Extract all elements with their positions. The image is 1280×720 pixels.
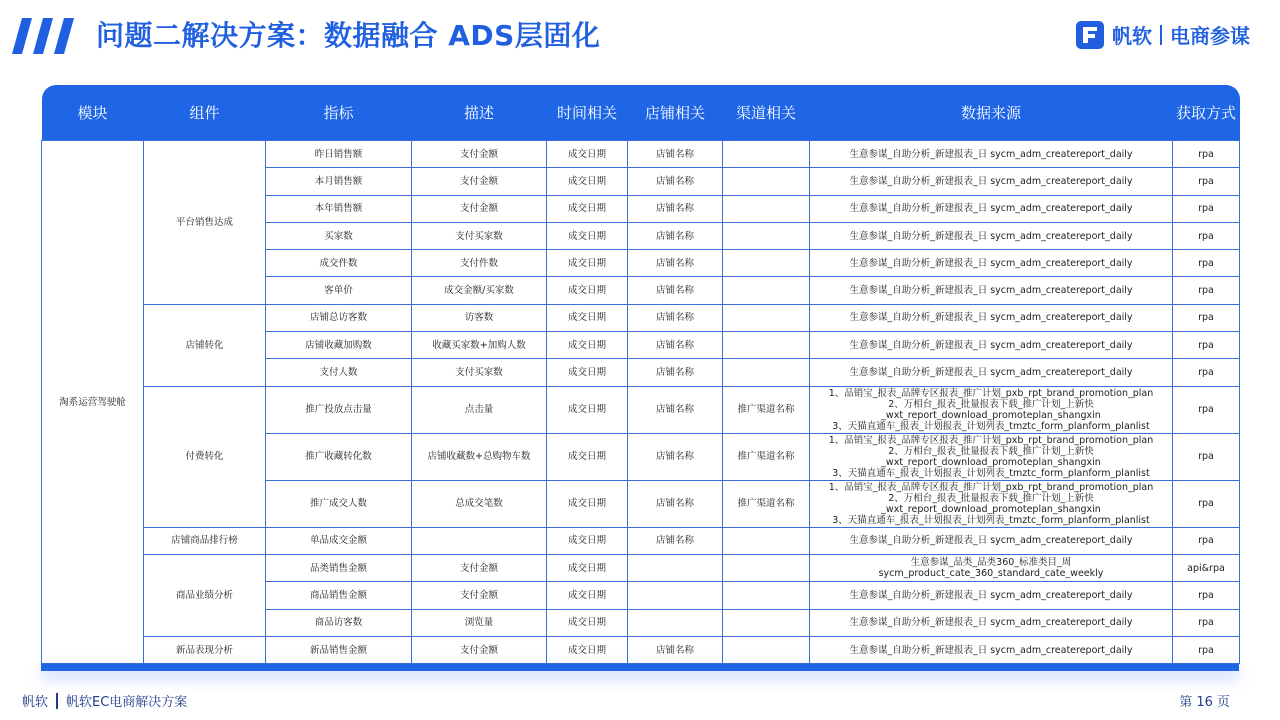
channel-cell: 推广渠道名称 <box>723 433 810 480</box>
method-cell: rpa <box>1173 386 1240 433</box>
source-cell: 生意参谋_自助分析_新建报表_日 sycm_adm_createreport_daily <box>810 250 1173 277</box>
source-cell: 生意参谋_品类_品类360_标准类目_周 sycm_product_cate_360_standard_cate_weekly <box>810 554 1173 581</box>
table-row <box>42 636 1240 663</box>
col-header-shop: 店铺相关 <box>628 85 723 141</box>
table-row <box>42 141 1240 168</box>
component-cell: 付费转化 <box>144 386 266 527</box>
source-cell: 生意参谋_自助分析_新建报表_日 sycm_adm_createreport_daily <box>810 168 1173 195</box>
metric-cell: 单品成交金额 <box>266 527 412 554</box>
shop-cell: 店铺名称 <box>628 277 723 304</box>
time-cell: 成交日期 <box>547 609 628 636</box>
shop-cell: 店铺名称 <box>628 386 723 433</box>
description-cell: 访客数 <box>412 304 547 331</box>
time-cell: 成交日期 <box>547 195 628 222</box>
col-header-channel: 渠道相关 <box>723 85 810 141</box>
component-cell: 新品表现分析 <box>144 636 266 663</box>
channel-cell <box>723 168 810 195</box>
component-cell: 平台销售达成 <box>144 141 266 305</box>
channel-cell <box>723 554 810 581</box>
data-table-container <box>41 85 1239 664</box>
method-cell: rpa <box>1173 332 1240 359</box>
description-cell: 支付金额 <box>412 582 547 609</box>
slash-logo-icon <box>12 18 74 54</box>
shop-cell: 店铺名称 <box>628 527 723 554</box>
description-cell: 支付金额 <box>412 141 547 168</box>
time-cell: 成交日期 <box>547 359 628 386</box>
channel-cell <box>723 250 810 277</box>
channel-cell <box>723 359 810 386</box>
source-cell: 生意参谋_自助分析_新建报表_日 sycm_adm_createreport_daily <box>810 277 1173 304</box>
brand-sub: 电商参谋 <box>1170 24 1250 48</box>
component-cell: 商品业绩分析 <box>144 554 266 636</box>
fanruan-logo-icon <box>1076 21 1104 49</box>
shop-cell: 店铺名称 <box>628 433 723 480</box>
description-cell <box>412 527 547 554</box>
channel-cell <box>723 141 810 168</box>
metric-cell: 店铺总访客数 <box>266 304 412 331</box>
shop-cell: 店铺名称 <box>628 332 723 359</box>
metric-cell: 商品访客数 <box>266 609 412 636</box>
col-header-source: 数据来源 <box>810 85 1173 141</box>
metric-cell: 支付人数 <box>266 359 412 386</box>
channel-cell: 推广渠道名称 <box>723 480 810 527</box>
shop-cell: 店铺名称 <box>628 168 723 195</box>
method-cell: rpa <box>1173 277 1240 304</box>
component-cell: 店铺商品排行榜 <box>144 527 266 554</box>
description-cell: 支付买家数 <box>412 222 547 249</box>
channel-cell: 推广渠道名称 <box>723 386 810 433</box>
metric-cell: 店铺收藏加购数 <box>266 332 412 359</box>
shop-cell <box>628 582 723 609</box>
metric-cell: 昨日销售额 <box>266 141 412 168</box>
description-cell: 浏览量 <box>412 609 547 636</box>
metric-cell: 新品销售金额 <box>266 636 412 663</box>
table-row <box>42 386 1240 433</box>
source-cell: 生意参谋_自助分析_新建报表_日 sycm_adm_createreport_daily <box>810 636 1173 663</box>
description-cell: 支付金额 <box>412 554 547 581</box>
source-cell: 1、品销宝_报表_品牌专区报表_推广计划_pxb_rpt_brand_promotion_plan 2、万相台_报表_批量报表下载_推广计划_上新快 _wxt_report_download_promoteplan_shangxin 3、天猫直通车_报表_计划报表_计划列表_tmztc_form_planform_planlist <box>810 386 1173 433</box>
metric-cell: 客单价 <box>266 277 412 304</box>
shop-cell: 店铺名称 <box>628 480 723 527</box>
description-cell: 支付件数 <box>412 250 547 277</box>
brand-divider <box>1160 25 1162 45</box>
source-cell: 1、品销宝_报表_品牌专区报表_推广计划_pxb_rpt_brand_promotion_plan 2、万相台_报表_批量报表下载_推广计划_上新快 _wxt_report_download_promoteplan_shangxin 3、天猫直通车_报表_计划报表_计划列表_tmztc_form_planform_planlist <box>810 433 1173 480</box>
time-cell: 成交日期 <box>547 304 628 331</box>
metric-cell: 推广成交人数 <box>266 480 412 527</box>
source-cell: 生意参谋_自助分析_新建报表_日 sycm_adm_createreport_daily <box>810 141 1173 168</box>
page-number: 第 16 页 <box>1179 695 1230 710</box>
method-cell: rpa <box>1173 433 1240 480</box>
shop-cell: 店铺名称 <box>628 359 723 386</box>
description-cell: 支付金额 <box>412 636 547 663</box>
description-cell: 店铺收藏数+总购物车数 <box>412 433 547 480</box>
metric-cell: 本年销售额 <box>266 195 412 222</box>
shop-cell: 店铺名称 <box>628 304 723 331</box>
method-cell: rpa <box>1173 480 1240 527</box>
table-row <box>42 304 1240 331</box>
time-cell: 成交日期 <box>547 141 628 168</box>
source-cell: 生意参谋_自助分析_新建报表_日 sycm_adm_createreport_daily <box>810 195 1173 222</box>
channel-cell <box>723 527 810 554</box>
metric-cell: 商品销售金额 <box>266 582 412 609</box>
method-cell: rpa <box>1173 636 1240 663</box>
shop-cell: 店铺名称 <box>628 141 723 168</box>
channel-cell <box>723 195 810 222</box>
time-cell: 成交日期 <box>547 332 628 359</box>
method-cell: rpa <box>1173 168 1240 195</box>
time-cell: 成交日期 <box>547 582 628 609</box>
page-title: 问题二解决方案：数据融合 ADS层固化 <box>96 19 601 52</box>
source-cell: 生意参谋_自助分析_新建报表_日 sycm_adm_createreport_daily <box>810 527 1173 554</box>
footer-solution-name: 帆软EC电商解决方案 <box>66 695 188 710</box>
metric-cell: 品类销售金额 <box>266 554 412 581</box>
method-cell: rpa <box>1173 609 1240 636</box>
method-cell: rpa <box>1173 250 1240 277</box>
time-cell: 成交日期 <box>547 527 628 554</box>
brand-logo <box>1076 20 1250 49</box>
channel-cell <box>723 332 810 359</box>
time-cell: 成交日期 <box>547 554 628 581</box>
method-cell: rpa <box>1173 359 1240 386</box>
table-header-row <box>42 85 1240 141</box>
source-cell: 生意参谋_自助分析_新建报表_日 sycm_adm_createreport_daily <box>810 582 1173 609</box>
table-row <box>42 554 1240 581</box>
source-cell: 生意参谋_自助分析_新建报表_日 sycm_adm_createreport_daily <box>810 304 1173 331</box>
description-cell: 支付金额 <box>412 195 547 222</box>
description-cell: 收藏买家数+加购人数 <box>412 332 547 359</box>
time-cell: 成交日期 <box>547 277 628 304</box>
method-cell: api&rpa <box>1173 554 1240 581</box>
shop-cell: 店铺名称 <box>628 195 723 222</box>
shop-cell: 店铺名称 <box>628 636 723 663</box>
description-cell: 成交金额/买家数 <box>412 277 547 304</box>
shop-cell <box>628 609 723 636</box>
metric-cell: 买家数 <box>266 222 412 249</box>
description-cell: 支付买家数 <box>412 359 547 386</box>
time-cell: 成交日期 <box>547 168 628 195</box>
channel-cell <box>723 277 810 304</box>
source-cell: 生意参谋_自助分析_新建报表_日 sycm_adm_createreport_daily <box>810 222 1173 249</box>
channel-cell <box>723 304 810 331</box>
table-row <box>42 527 1240 554</box>
method-cell: rpa <box>1173 527 1240 554</box>
source-cell: 生意参谋_自助分析_新建报表_日 sycm_adm_createreport_daily <box>810 609 1173 636</box>
time-cell: 成交日期 <box>547 636 628 663</box>
module-cell: 淘系运营驾驶舱 <box>42 141 144 664</box>
method-cell: rpa <box>1173 222 1240 249</box>
metric-cell: 成交件数 <box>266 250 412 277</box>
col-header-time: 时间相关 <box>547 85 628 141</box>
metric-cell: 本月销售额 <box>266 168 412 195</box>
footer-divider <box>56 693 58 709</box>
source-cell: 生意参谋_自助分析_新建报表_日 sycm_adm_createreport_daily <box>810 332 1173 359</box>
shop-cell: 店铺名称 <box>628 250 723 277</box>
col-header-description: 描述 <box>412 85 547 141</box>
channel-cell <box>723 582 810 609</box>
component-cell: 店铺转化 <box>144 304 266 386</box>
description-cell: 支付金额 <box>412 168 547 195</box>
description-cell: 点击量 <box>412 386 547 433</box>
brand-name: 帆软 <box>1112 24 1152 48</box>
source-cell: 生意参谋_自助分析_新建报表_日 sycm_adm_createreport_daily <box>810 359 1173 386</box>
method-cell: rpa <box>1173 141 1240 168</box>
col-header-component: 组件 <box>144 85 266 141</box>
shop-cell <box>628 554 723 581</box>
method-cell: rpa <box>1173 582 1240 609</box>
footer-brand-name: 帆软 <box>22 695 49 710</box>
shop-cell: 店铺名称 <box>628 222 723 249</box>
channel-cell <box>723 222 810 249</box>
method-cell: rpa <box>1173 304 1240 331</box>
method-cell: rpa <box>1173 195 1240 222</box>
footer-brand <box>22 691 187 710</box>
time-cell: 成交日期 <box>547 250 628 277</box>
data-source-table <box>41 85 1240 664</box>
time-cell: 成交日期 <box>547 222 628 249</box>
time-cell: 成交日期 <box>547 480 628 527</box>
channel-cell <box>723 609 810 636</box>
bottom-accent-bar <box>41 664 1239 671</box>
col-header-method: 获取方式 <box>1173 85 1240 141</box>
metric-cell: 推广投放点击量 <box>266 386 412 433</box>
col-header-module: 模块 <box>42 85 144 141</box>
time-cell: 成交日期 <box>547 386 628 433</box>
source-cell: 1、品销宝_报表_品牌专区报表_推广计划_pxb_rpt_brand_promotion_plan 2、万相台_报表_批量报表下载_推广计划_上新快 _wxt_report_download_promoteplan_shangxin 3、天猫直通车_报表_计划报表_计划列表_tmztc_form_planform_planlist <box>810 480 1173 527</box>
channel-cell <box>723 636 810 663</box>
time-cell: 成交日期 <box>547 433 628 480</box>
col-header-metric: 指标 <box>266 85 412 141</box>
metric-cell: 推广收藏转化数 <box>266 433 412 480</box>
description-cell: 总成交笔数 <box>412 480 547 527</box>
